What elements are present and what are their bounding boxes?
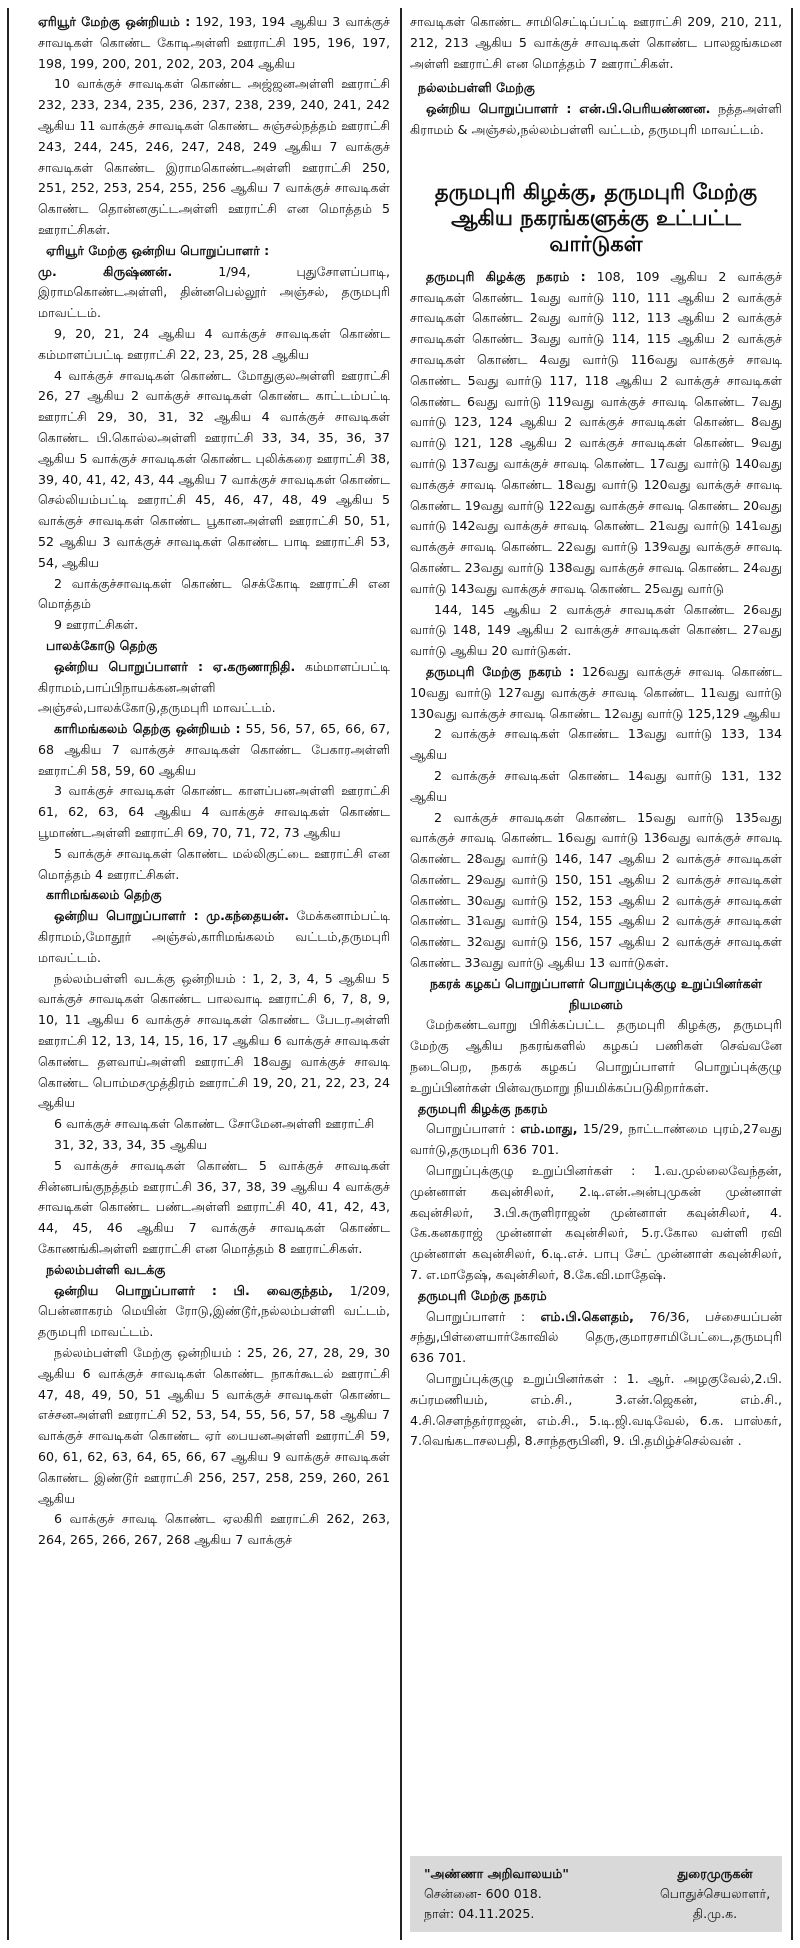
office-address <box>424 1864 569 1924</box>
column-divider <box>400 8 402 1940</box>
right-border <box>791 8 793 1940</box>
paragraph: தருமபுரி கிழக்கு நகரம் : 108, 109 ஆகிய 2 வாக்குச் சாவடிகள் கொண்ட 1வது வார்டு 110, 111 ஆகிய 2 வாக்குச் சாவடிகள் கொண்ட 2வது வார்டு 112, 113 ஆகிய 2 வாக்குச் சாவடிகள் கொண்ட 3வது வார்டு 114, 115 ஆகிய 2 வாக்குச் சாவடிகள் கொண்ட 4வது வார்டு 116வது வாக்குச் சாவடி கொண்ட 5வது வார்டு 117, 118 ஆகிய 2 வாக்குச் சாவடிகள் கொண்ட 6வது வார்டு 119வது வாக்குச் சாவடி கொண்ட 7வது வார்டு 123, 124 ஆகிய 2 வாக்குச் சாவடிகள் கொண்ட 8வது வார்டு 121, 128 ஆகிய 2 வாக்குச் சாவடிகள் கொண்ட 9வது வார்டு 137வது வாக்குச் சாவடி கொண்ட 17வது வார்டு 140வது வாக்குச் சாவடி கொண்ட 18வது வார்டு 120வது வாக்குச் சாவடி கொண்ட 19வது வார்டு 122வது வாக்குச் சாவடி கொண்ட 20வது வார்டு 142வது வாக்குச் சாவடி கொண்ட 21வது வார்டு 141வது வாக்குச் சாவடி கொண்ட 22வது வார்டு 139வது வாக்குச் சாவடி கொண்ட 23வது வார்டு 138வது வாக்குச் சாவடி கொண்ட 24வது வார்டு 143வது வாக்குச் சாவடி கொண்ட 25வது வார்டு <box>410 268 782 596</box>
paragraph: நல்லம்பள்ளி வடக்கு ஒன்றியம் : 1, 2, 3, 4, 5 ஆகிய 5 வாக்குச் சாவடிகள் கொண்ட பாலவாடி ஊராட்சி 6, 7, 8, 9, 10, 11 ஆகிய 6 வாக்குச் சாவடிகள் கொண்ட பேடரஅள்ளி ஊராட்சி 12, 13, 14, 15, 16, 17 ஆகிய 6 வாக்குச் சாவடிகள் கொண்ட தளவாய்அள்ளி ஊராட்சி 18வது வாக்குச் சாவடி கொண்ட பொம்மசமுத்திரம் ஊராட்சி 19, 20, 21, 22, 23, 24 ஆகிய <box>38 970 390 1111</box>
paragraph: பொறுப்புக்குழு உறுப்பினர்கள் : 1.வ.முல்லைவேந்தன், முன்னாள் கவுன்சிலர், 2.டி.என்.அன்புமுகன் முன்னாள் கவுன்சிலர், 3.பி.சுருளிராஜன் முன்னாள் கவுன்சிலர், 4. கே.கனகராஜ் முன்னாள் கவுன்சிலர், 5.ர.கோல வள்ளி ரவி முன்னாள் கவுன்சிலர், 6.டி.எச். பாபு சேட் முன்னாள் கவுன்சிலர், 7. எ.மாதேஷ், கவுன்சிலர், 8.கே.வி.மாதேஷ். <box>410 1163 782 1283</box>
right-column <box>410 12 782 1452</box>
section-heading: தருமபுரி கிழக்கு நகரம் <box>418 1100 548 1116</box>
left-border <box>7 8 9 1940</box>
paragraph: சாவடிகள் கொண்ட சாமிசெட்டிப்பட்டி ஊராட்சி 209, 210, 211, 212, 213 ஆகிய 5 வாக்குச் சாவடிகள் கொண்ட பாலஜங்கமன அள்ளி ஊராட்சி என மொத்தம் 7 ஊராட்சிகள். <box>410 14 782 71</box>
paragraph: 10 வாக்குச் சாவடிகள் கொண்ட அஜ்ஜனஅள்ளி ஊராட்சி 232, 233, 234, 235, 236, 237, 238, 239, 240, 241, 242 ஆகிய 11 வாக்குச் சாவடிகள் கொண்ட சுஞ்சல்நத்தம் ஊராட்சி 243, 244, 245, 246, 247, 248, 249 ஆகிய 7 வாக்குச் சாவடிகள் கொண்ட இராமகொண்டஅள்ளி ஊராட்சி 250, 251, 252, 253, 254, 255, 256 ஆகிய 7 வாக்குச் சாவடிகள் கொண்ட தொன்னகுட்டஅள்ளி ஊராட்சி என மொத்தம் 5 ஊராட்சிகள். <box>38 76 390 237</box>
paragraph: 31, 32, 33, 34, 35 ஆகிய <box>54 1137 208 1153</box>
left-column <box>38 12 390 1551</box>
paragraph: 2 வாக்குச் சாவடிகள் கொண்ட 15வது வார்டு 135வது வாக்குச் சாவடி கொண்ட 16வது வார்டு 136வது வாக்குச் சாவடி கொண்ட 28வது வார்டு 146, 147 ஆகிய 2 வாக்குச் சாவடிகள் கொண்ட 29வது வார்டு 150, 151 ஆகிய 2 வாக்குச் சாவடிகள் கொண்ட 30வது வார்டு 152, 153 ஆகிய 2 வாக்குச் சாவடிகள் கொண்ட 31வது வார்டு 154, 155 ஆகிய 2 வாக்குச் சாவடிகள் கொண்ட 32வது வார்டு 156, 157 ஆகிய 2 வாக்குச் சாவடிகள் கொண்ட 33வது வார்டு ஆகிய 13 வார்டுகள். <box>410 809 782 971</box>
paragraph: பொறுப்பாளர் : எம்.பி.கௌதம், 76/36, பச்சையப்பன் சந்து,பிள்ளையார்கோவில் தெரு,குமாரசாமிபேட்டை,தருமபுரி 636 701. <box>410 1308 782 1366</box>
paragraph: காரிமங்கலம் தெற்கு ஒன்றியம் : 55, 56, 57, 65, 66, 67, 68 ஆகிய 7 வாக்குச் சாவடிகள் கொண்ட பேகாரஅள்ளி ஊராட்சி 58, 59, 60 ஆகிய <box>38 721 390 778</box>
paragraph: 9, 20, 21, 24 ஆகிய 4 வாக்குச் சாவடிகள் கொண்ட கம்மாளப்பட்டி ஊராட்சி 22, 23, 25, 28 ஆகிய <box>38 325 390 362</box>
section-heading: நகரக் கழகப் பொறுப்பாளர் பொறுப்புக்குழு உறுப்பினர்கள் நியமனம் <box>429 975 763 1012</box>
paragraph: 2 வாக்குச் சாவடிகள் கொண்ட 14வது வார்டு 131, 132 ஆகிய <box>410 767 782 804</box>
paragraph: 144, 145 ஆகிய 2 வாக்குச் சாவடிகள் கொண்ட 26வது வார்டு 148, 149 ஆகிய 2 வாக்குச் சாவடிகள் கொண்ட 27வது வார்டு ஆகிய 20 வார்டுகள். <box>410 601 782 659</box>
paragraph: மு. கிருஷ்ணன். 1/94, புதுசோளப்பாடி, இராமகொண்டஅள்ளி, தின்னபெல்லூர் அஞ்சல், தருமபுரி மாவட்டம். <box>38 263 390 321</box>
paragraph: 5 வாக்குச் சாவடிகள் கொண்ட மல்லிகுட்டை ஊராட்சி என மொத்தம் 4 ஊராட்சிகள். <box>38 845 390 882</box>
paragraph: ஒன்றிய பொறுப்பாளர் : என்.பி.பெரியண்ணன. நத்தஅள்ளி கிராமம் & அஞ்சல்,நல்லம்பள்ளி வட்டம், தருமபுரி மாவட்டம். <box>410 101 782 137</box>
paragraph: 2 வாக்குச் சாவடிகள் கொண்ட 13வது வார்டு 133, 134 ஆகிய <box>410 726 782 763</box>
paragraph: ஒன்றிய பொறுப்பாளர் : ஏ.கருணாநிதி. கம்மாளப்பட்டி கிராமம்,பாப்பிநாயக்கனஅள்ளி அஞ்சல்,பாலக்கோடு,தருமபுரி மாவட்டம். <box>38 658 390 716</box>
section-heading: ஏரியூர் மேற்கு ஒன்றிய பொறுப்பாளர் : <box>46 242 270 258</box>
paragraph: 2 வாக்குச்சாவடிகள் கொண்ட செக்கோடி ஊராட்சி என மொத்தம் <box>38 575 390 612</box>
paragraph: 5 வாக்குச் சாவடிகள் கொண்ட 5 வாக்குச் சாவடிகள் சின்னபங்குநத்தம் ஊராட்சி 36, 37, 38, 39 ஆகிய 4 வாக்குச் சாவடிகள் கொண்ட பண்டஅள்ளி ஊராட்சி 40, 41, 42, 43, 44, 45, 46 ஆகிய 7 வாக்குச் சாவடிகள் கொண்ட கோணங்கிஅள்ளி ஊராட்சி என மொத்தம் 8 ஊராட்சிகள். <box>38 1157 390 1257</box>
signatory-block <box>660 1864 770 1924</box>
paragraph: 9 ஊராட்சிகள். <box>54 617 139 633</box>
paragraph: 3 வாக்குச் சாவடிகள் கொண்ட காளப்பனஅள்ளி ஊராட்சி 61, 62, 63, 64 ஆகிய 4 வாக்குச் சாவடிகள் கொண்ட பூமாண்டஅள்ளி ஊராட்சி 69, 70, 71, 72, 73 ஆகிய <box>38 783 390 841</box>
paragraph: மேற்கண்டவாறு பிரிக்கப்பட்ட தருமபுரி கிழக்கு, தருமபுரி மேற்கு ஆகிய நகரங்களில் கழகப் பணிகள் செவ்வனே நடைபெற, நகரக் கழகப் பொறுப்பாளர் பொறுப்புக்குழு உறுப்பினர்கள் பின்வருமாறு நியமிக்கப்படுகிறார்கள். <box>410 1017 782 1095</box>
paragraph: ஏரியூர் மேற்கு ஒன்றியம் : 192, 193, 194 ஆகிய 3 வாக்குச் சாவடிகள் கொண்ட கோடிஅள்ளி ஊராட்சி 195, 196, 197, 198, 199, 200, 201, 202, 203, 204 ஆகிய <box>38 14 390 71</box>
paragraph: 4 வாக்குச் சாவடிகள் கொண்ட மோதுகுலஅள்ளி ஊராட்சி 26, 27 ஆகிய 2 வாக்குச் சாவடிகள் கொண்ட காட்டம்பட்டி ஊராட்சி 29, 30, 31, 32 ஆகிய 4 வாக்குச் சாவடிகள் கொண்ட பி.கொல்லஅள்ளி ஊராட்சி 33, 34, 35, 36, 37 ஆகிய 5 வாக்குச் சாவடிகள் கொண்ட புலிக்கரை ஊராட்சி 38, 39, 40, 41, 42, 43, 44 ஆகிய 7 வாக்குச் சாவடிகள் கொண்ட செல்லியம்பட்டி ஊராட்சி 45, 46, 47, 48, 49 ஆகிய 5 வாக்குச் சாவடிகள் கொண்ட பூகானஅள்ளி ஊராட்சி 50, 51, 52 ஆகிய 3 வாக்குச் சாவடிகள் கொண்ட பாடி ஊராட்சி 53, 54, ஆகிய <box>38 367 390 570</box>
paragraph: பொறுப்புக்குழு உறுப்பினர்கள் : 1. ஆர். அழகுவேல்,2.பி. சுப்ரமணியம், எம்.சி., 3.என்.ஜெகன், எம்.சி., 4.சி.சௌந்தர்ராஜன், எம்.சி., 5.டி.ஜி.வடிவேல், 6.க. பாஸ்கர், 7.வெங்கடாசலபதி, 8.சாந்தரூபினி, 9. பி.தமிழ்ச்செல்வன் . <box>410 1371 782 1449</box>
signatory-designation: பொதுச்செயலாளர், <box>660 1886 771 1901</box>
section-heading: காரிமங்கலம் தெற்கு <box>46 887 162 903</box>
office-name: "அண்ணா அறிவாலயம்" <box>424 1866 569 1881</box>
section-heading: நல்லம்பள்ளி மேற்கு <box>418 80 535 96</box>
paragraph: நல்லம்பள்ளி மேற்கு ஒன்றியம் : 25, 26, 27, 28, 29, 30 ஆகிய 6 வாக்குச் சாவடிகள் கொண்ட நாகர்கூடல் ஊராட்சி 47, 48, 49, 50, 51 ஆகிய 5 வாக்குச் சாவடிகள் கொண்ட எச்சனஅள்ளி ஊராட்சி 52, 53, 54, 55, 56, 57, 58 ஆகிய 7 வாக்குச் சாவடிகள் கொண்ட ஏர் பையனஅள்ளி ஊராட்சி 59, 60, 61, 62, 63, 64, 65, 66, 67 ஆகிய 9 வாக்குச் சாவடிகள் கொண்ட இண்டூர் ஊராட்சி 256, 257, 258, 259, 260, 261 ஆகிய <box>38 1345 390 1506</box>
paragraph: 6 வாக்குச் சாவடிகள் கொண்ட சோமேனஅள்ளி ஊராட்சி <box>54 1116 375 1132</box>
paragraph: பொறுப்பாளர் : எம்.மாது, 15/29, நாட்டாண்மை புரம்,27வது வார்டு,தருமபுரி 636 701. <box>410 1121 783 1158</box>
signatory-name: துரைமுருகன் <box>677 1866 753 1881</box>
signature-footer <box>410 1856 782 1932</box>
section-heading: நல்லம்பள்ளி வடக்கு <box>46 1261 166 1277</box>
party-name: தி.மு.க. <box>692 1906 738 1921</box>
office-city: சென்னை- 600 018. <box>424 1886 542 1901</box>
paragraph: ஒன்றிய பொறுப்பாளர் : பி. வைகுந்தம், 1/209, பென்னாகரம் மெயின் ரோடு,இண்டூர்,நல்லம்பள்ளி வட்டம், தருமபுரி மாவட்டம். <box>38 1282 390 1340</box>
paragraph: 6 வாக்குச் சாவடி கொண்ட ஏலகிரி ஊராட்சி 262, 263, 264, 265, 266, 267, 268 ஆகிய 7 வாக்குச் <box>38 1511 390 1548</box>
paragraph: ஒன்றிய பொறுப்பாளர் : மு.கந்தையன். மேக்கனாம்பட்டி கிராமம்,மோதூர் அஞ்சல்,காரிமங்கலம் வட்டம்,தருமபுரி மாவட்டம். <box>38 908 390 965</box>
notice-date: நாள்: 04.11.2025. <box>424 1906 535 1921</box>
headline: தருமபுரி கிழக்கு, தருமபுரி மேற்கு ஆகிய நகரங்களுக்கு உட்பட்ட வார்டுகள் <box>434 179 758 256</box>
section-heading: பாலக்கோடு தெற்கு <box>46 637 158 653</box>
paragraph: தருமபுரி மேற்கு நகரம் : 126வது வாக்குச் சாவடி கொண்ட 10வது வார்டு 127வது வாக்குச் சாவடி கொண்ட 11வது வார்டு 130வது வாக்குச் சாவடி கொண்ட 12வது வார்டு 125,129 ஆகிய <box>410 663 782 721</box>
section-heading: தருமபுரி மேற்கு நகரம் <box>418 1287 547 1303</box>
